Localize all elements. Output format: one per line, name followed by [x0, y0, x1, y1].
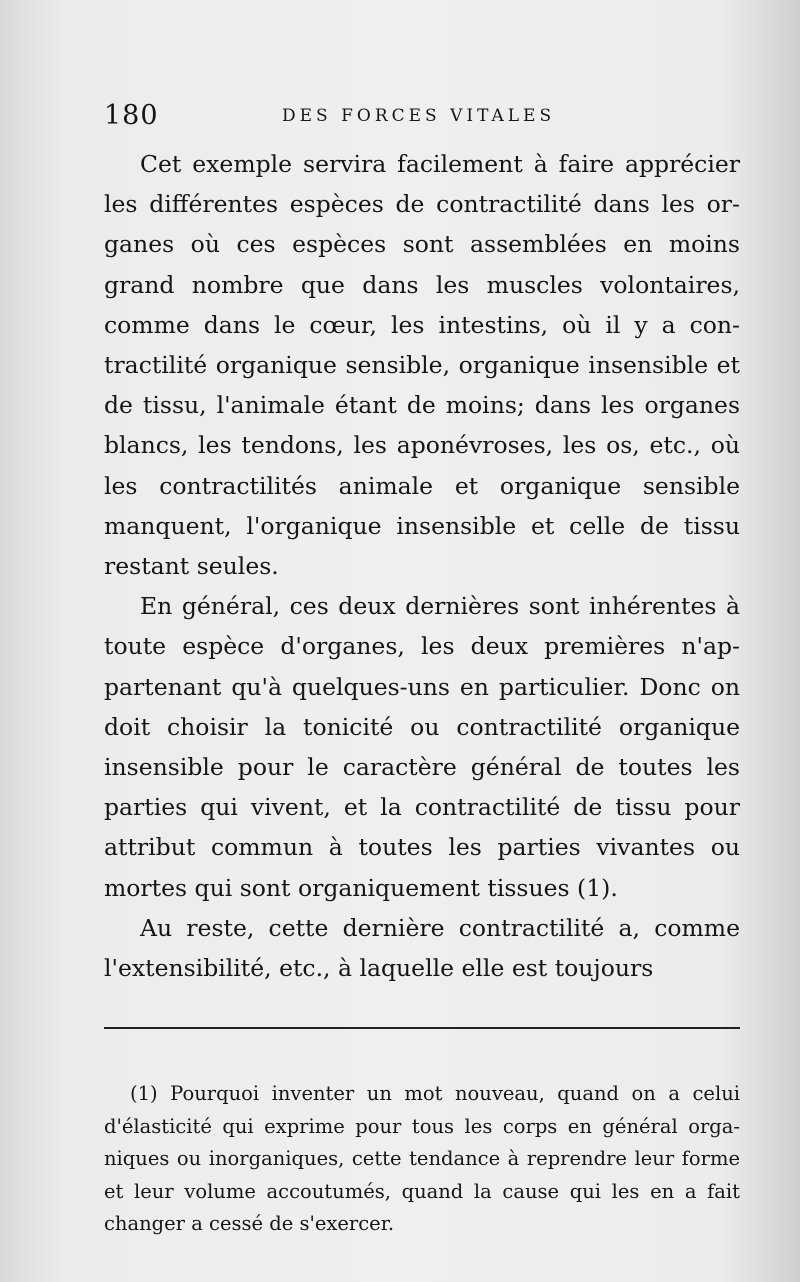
footnote-text: (1) Pourquoi inventer un mot nouveau, quand on a celui d'élasticité qui exprime pour tous les corps en général organiques ou inorganiques, cette tendance à reprendre leur forme et leur volume accoutumés, quand la cause qui les en a fait changer a cessé de s'exercer. [104, 1082, 740, 1235]
main-text [104, 144, 740, 988]
page-header [104, 100, 740, 134]
paragraph-3: Au reste, cette dernière contractilité a, comme l'extensibilité, etc., à laquelle elle est toujours [104, 913, 740, 983]
paragraph-1: Cet exemple servira facilement à faire apprécier les différentes espèces de contractilité dans les organes où ces espèces sont assemblées en moins grand nombre que dans les muscles volontaires, comme dans le cœur, les intestins, où il y a contractilité organique sensible, organique insensible et de tissu, l'animale étant de moins; dans les organes blancs, les tendons, les aponévroses, les os, etc., où les contractilités animale et organique sensible manquent, l'organique insensible et celle de tissu restant seules. [104, 150, 740, 581]
footnote-rule [104, 1027, 740, 1029]
page-number: 180 [104, 100, 159, 131]
paragraph-2: En général, ces deux dernières sont inhérentes à toute espèce d'organes, les deux premières n'appartenant qu'à quelques-uns en particulier. Donc on doit choisir la tonicité ou contractilité organique insensible pour le caractère général de toutes les parties qui vivent, et la contractilité de tissu pour attribut commun à toutes les parties vivantes ou mortes qui sont organiquement tissues (1). [104, 592, 740, 902]
running-title: DES FORCES VITALES [282, 106, 556, 126]
footnote [104, 1078, 740, 1241]
